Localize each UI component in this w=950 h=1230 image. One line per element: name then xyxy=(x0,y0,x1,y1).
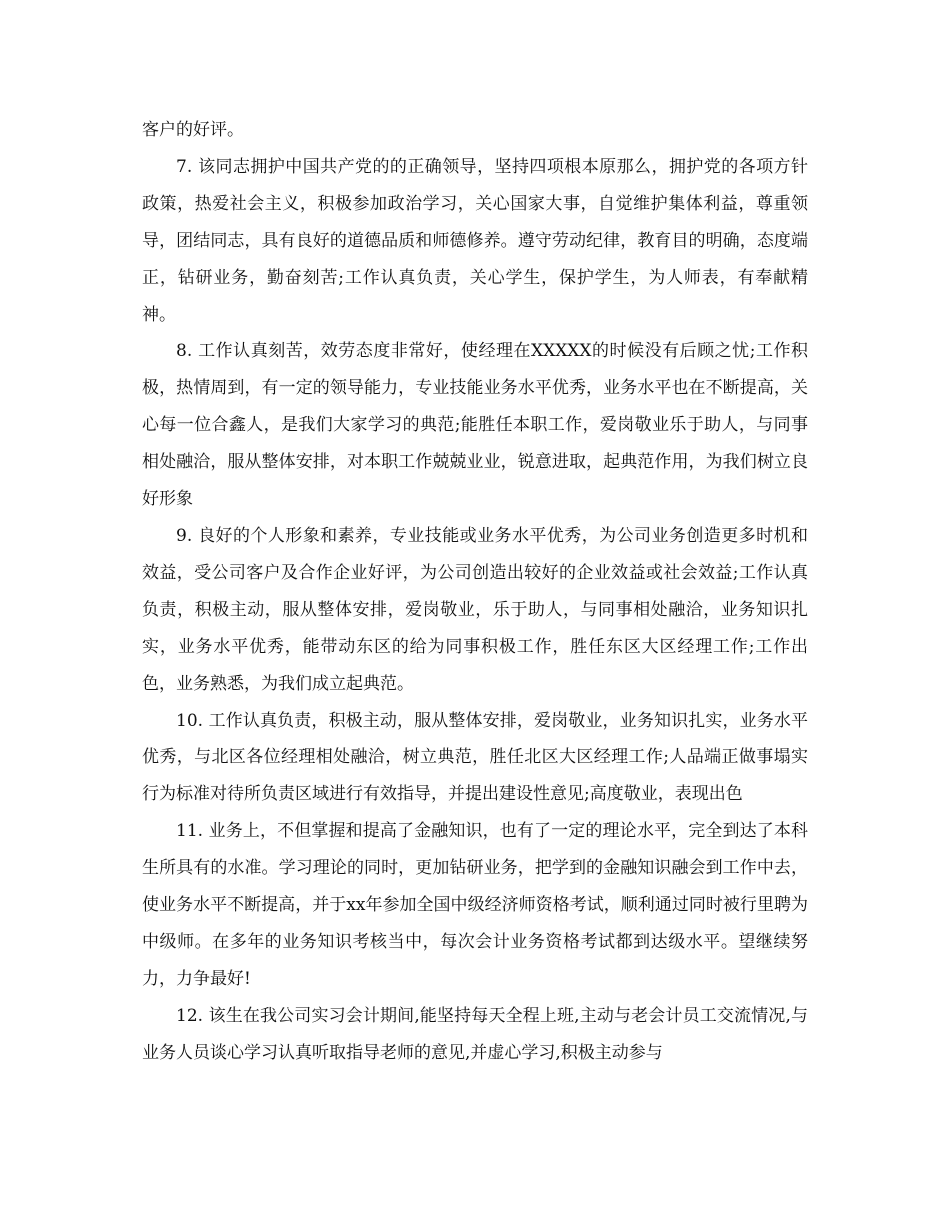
paragraph-continuation: 客户的好评。 xyxy=(142,120,244,140)
paragraph-item-7: 7. 该同志拥护中国共产党的的正确领导，坚持四项根本原那么，拥护党的各项方针政策，热爱社会主义，积极参加政治学习，关心国家大事，自觉维护集体利益，尊重领导，团结同志，具有良好的道德品质和师德修养。遵守劳动纪律，教育目的明确，态度端正，钻研业务，勤奋刻苦;工作认真负责，关心学生，保护学生，为人师表，有奉献精神。 xyxy=(142,156,808,325)
paragraph-item-9: 9. 良好的个人形象和素养，专业技能或业务水平优秀，为公司业务创造更多时机和效益，受公司客户及合作企业好评，为公司创造出较好的企业效益或社会效益;工作认真负责，积极主动，服从整体安排，爱岗敬业，乐于助人，与同事相处融洽，业务知识扎实，业务水平优秀，能带动东区的给为同事积极工作，胜任东区大区经理工作;工作出色，业务熟悉，为我们成立起典范。 xyxy=(142,525,808,694)
paragraph-item-12: 12. 该生在我公司实习会计期间,能坚持每天全程上班,主动与老会计员工交流情况,与业务人员谈心学习认真听取指导老师的意见,并虚心学习,积极主动参与 xyxy=(142,1005,808,1063)
paragraph-item-11: 11. 业务上，不但掌握和提高了金融知识，也有了一定的理论水平，完全到达了本科生所具有的水准。学习理论的同时，更加钻研业务，把学到的金融知识融会到工作中去，使业务水平不断提高，并于xx年参加全国中级经济师资格考试，顺利通过同时被行里聘为中级师。在多年的业务知识考核当中，每次会计业务资格考试都到达级水平。望继续努力，力争最好! xyxy=(142,821,808,989)
paragraph-item-8: 8. 工作认真刻苦，效劳态度非常好，使经理在XXXXX的时候没有后顾之忧;工作积极，热情周到，有一定的领导能力，专业技能业务水平优秀，业务水平也在不断提高，关心每一位合鑫人，是我们大家学习的典范;能胜任本职工作，爱岗敬业乐于助人，与同事相处融洽，服从整体安排，对本职工作兢兢业业，锐意进取，起典范作用，为我们树立良好形象 xyxy=(142,341,808,510)
paragraph-item-10: 10. 工作认真负责，积极主动，服从整体安排，爱岗敬业，业务知识扎实，业务水平优秀，与北区各位经理相处融洽，树立典范，胜任北区大区经理工作;人品端正做事塌实行为标准对待所负责区域进行有效指导，并提出建设性意见;高度敬业，表现出色 xyxy=(142,710,808,805)
document-body xyxy=(142,112,808,1072)
